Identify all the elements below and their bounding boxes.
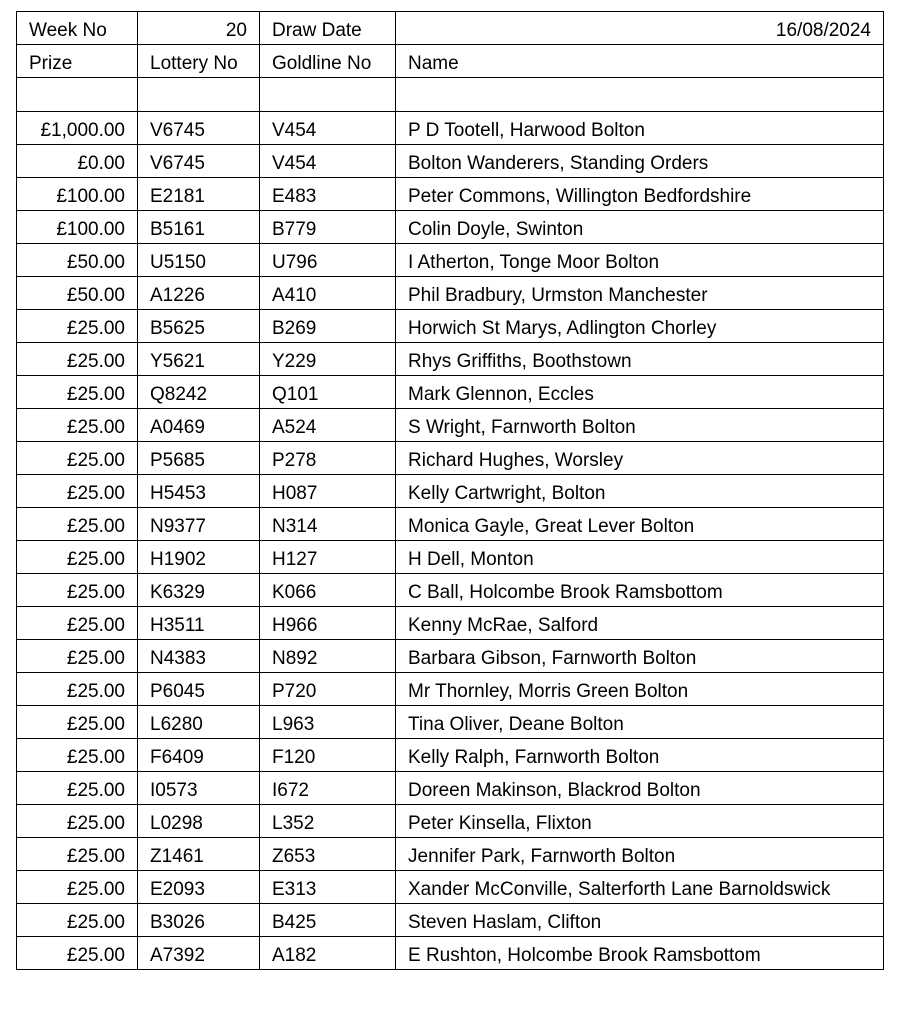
goldline-number-cell: B425 [260,904,396,937]
winner-name-cell: I Atherton, Tonge Moor Bolton [396,244,884,277]
table-row [17,343,884,376]
results-table [16,11,884,970]
lottery-number-cell: A0469 [138,409,260,442]
lottery-number-cell: P5685 [138,442,260,475]
lottery-number-cell: H3511 [138,607,260,640]
table-row [17,310,884,343]
lottery-number-cell: Z1461 [138,838,260,871]
table-row [17,772,884,805]
table-row [17,739,884,772]
winner-name-cell: Richard Hughes, Worsley [396,442,884,475]
table-row [17,277,884,310]
table-row [17,640,884,673]
prize-cell: £25.00 [17,871,138,904]
lottery-number-cell: F6409 [138,739,260,772]
prize-cell: £50.00 [17,277,138,310]
goldline-number-cell: H127 [260,541,396,574]
lottery-number-cell: H5453 [138,475,260,508]
prize-cell: £25.00 [17,739,138,772]
winner-name-cell: Peter Kinsella, Flixton [396,805,884,838]
prize-cell: £25.00 [17,343,138,376]
prize-cell: £50.00 [17,244,138,277]
table-row [17,475,884,508]
lottery-number-cell: I0573 [138,772,260,805]
winner-name-cell: Peter Commons, Willington Bedfordshire [396,178,884,211]
table-row [17,904,884,937]
meta-row [17,12,884,45]
winner-name-cell: Xander McConville, Salterforth Lane Barnoldswick [396,871,884,904]
table-row [17,673,884,706]
table-row [17,706,884,739]
empty-cell [260,78,396,112]
prize-cell: £0.00 [17,145,138,178]
results-table-body [17,12,884,970]
goldline-number-cell: E313 [260,871,396,904]
draw-date-value: 16/08/2024 [396,12,884,45]
goldline-number-cell: A524 [260,409,396,442]
winner-name-cell: Kelly Ralph, Farnworth Bolton [396,739,884,772]
lottery-number-cell: P6045 [138,673,260,706]
lottery-number-cell: B5161 [138,211,260,244]
goldline-number-cell: H087 [260,475,396,508]
table-row [17,409,884,442]
lottery-number-cell: V6745 [138,112,260,145]
prize-cell: £100.00 [17,178,138,211]
column-header-prize: Prize [17,45,138,78]
table-row [17,805,884,838]
prize-cell: £25.00 [17,310,138,343]
winner-name-cell: Bolton Wanderers, Standing Orders [396,145,884,178]
column-header-row [17,45,884,78]
goldline-number-cell: E483 [260,178,396,211]
winner-name-cell: H Dell, Monton [396,541,884,574]
prize-cell: £1,000.00 [17,112,138,145]
goldline-number-cell: Q101 [260,376,396,409]
table-row [17,244,884,277]
winner-name-cell: Barbara Gibson, Farnworth Bolton [396,640,884,673]
goldline-number-cell: V454 [260,145,396,178]
lottery-number-cell: N9377 [138,508,260,541]
goldline-number-cell: P720 [260,673,396,706]
winner-name-cell: Kelly Cartwright, Bolton [396,475,884,508]
lottery-number-cell: A7392 [138,937,260,970]
goldline-number-cell: Z653 [260,838,396,871]
winner-name-cell: Jennifer Park, Farnworth Bolton [396,838,884,871]
prize-cell: £25.00 [17,706,138,739]
winner-name-cell: Monica Gayle, Great Lever Bolton [396,508,884,541]
prize-cell: £25.00 [17,607,138,640]
lottery-number-cell: L0298 [138,805,260,838]
prize-cell: £25.00 [17,376,138,409]
goldline-number-cell: A410 [260,277,396,310]
goldline-number-cell: L963 [260,706,396,739]
prize-cell: £25.00 [17,838,138,871]
lottery-number-cell: U5150 [138,244,260,277]
goldline-number-cell: B269 [260,310,396,343]
prize-cell: £25.00 [17,475,138,508]
goldline-number-cell: Y229 [260,343,396,376]
empty-cell [138,78,260,112]
table-row [17,508,884,541]
column-header-name: Name [396,45,884,78]
prize-cell: £100.00 [17,211,138,244]
prize-cell: £25.00 [17,442,138,475]
goldline-number-cell: N314 [260,508,396,541]
prize-cell: £25.00 [17,508,138,541]
table-row [17,937,884,970]
winner-name-cell: Kenny McRae, Salford [396,607,884,640]
prize-cell: £25.00 [17,904,138,937]
table-row [17,376,884,409]
empty-row [17,78,884,112]
table-row [17,871,884,904]
prize-cell: £25.00 [17,640,138,673]
column-header-lottery: Lottery No [138,45,260,78]
winner-name-cell: Mr Thornley, Morris Green Bolton [396,673,884,706]
winner-name-cell: P D Tootell, Harwood Bolton [396,112,884,145]
column-header-goldline: Goldline No [260,45,396,78]
lottery-number-cell: B3026 [138,904,260,937]
goldline-number-cell: N892 [260,640,396,673]
lottery-number-cell: N4383 [138,640,260,673]
prize-cell: £25.00 [17,772,138,805]
goldline-number-cell: I672 [260,772,396,805]
table-row [17,541,884,574]
goldline-number-cell: A182 [260,937,396,970]
winner-name-cell: Mark Glennon, Eccles [396,376,884,409]
prize-cell: £25.00 [17,409,138,442]
winner-name-cell: S Wright, Farnworth Bolton [396,409,884,442]
prize-cell: £25.00 [17,541,138,574]
goldline-number-cell: K066 [260,574,396,607]
table-row [17,838,884,871]
winner-name-cell: Doreen Makinson, Blackrod Bolton [396,772,884,805]
lottery-number-cell: L6280 [138,706,260,739]
lottery-number-cell: H1902 [138,541,260,574]
winner-name-cell: Rhys Griffiths, Boothstown [396,343,884,376]
table-row [17,211,884,244]
lottery-number-cell: E2181 [138,178,260,211]
prize-cell: £25.00 [17,937,138,970]
goldline-number-cell: H966 [260,607,396,640]
lottery-number-cell: A1226 [138,277,260,310]
winner-name-cell: Phil Bradbury, Urmston Manchester [396,277,884,310]
lottery-number-cell: B5625 [138,310,260,343]
table-row [17,442,884,475]
goldline-number-cell: B779 [260,211,396,244]
empty-cell [396,78,884,112]
lottery-number-cell: K6329 [138,574,260,607]
table-row [17,145,884,178]
prize-cell: £25.00 [17,805,138,838]
lottery-number-cell: Y5621 [138,343,260,376]
lottery-number-cell: Q8242 [138,376,260,409]
winner-name-cell: C Ball, Holcombe Brook Ramsbottom [396,574,884,607]
winner-name-cell: E Rushton, Holcombe Brook Ramsbottom [396,937,884,970]
table-row [17,112,884,145]
goldline-number-cell: V454 [260,112,396,145]
prize-cell: £25.00 [17,574,138,607]
winner-name-cell: Steven Haslam, Clifton [396,904,884,937]
goldline-number-cell: U796 [260,244,396,277]
table-row [17,607,884,640]
draw-date-label: Draw Date [260,12,396,45]
goldline-number-cell: P278 [260,442,396,475]
lottery-number-cell: E2093 [138,871,260,904]
winner-name-cell: Horwich St Marys, Adlington Chorley [396,310,884,343]
week-label: Week No [17,12,138,45]
prize-cell: £25.00 [17,673,138,706]
goldline-number-cell: F120 [260,739,396,772]
table-row [17,178,884,211]
winner-name-cell: Tina Oliver, Deane Bolton [396,706,884,739]
week-value: 20 [138,12,260,45]
table-row [17,574,884,607]
goldline-number-cell: L352 [260,805,396,838]
winner-name-cell: Colin Doyle, Swinton [396,211,884,244]
empty-cell [17,78,138,112]
lottery-number-cell: V6745 [138,145,260,178]
